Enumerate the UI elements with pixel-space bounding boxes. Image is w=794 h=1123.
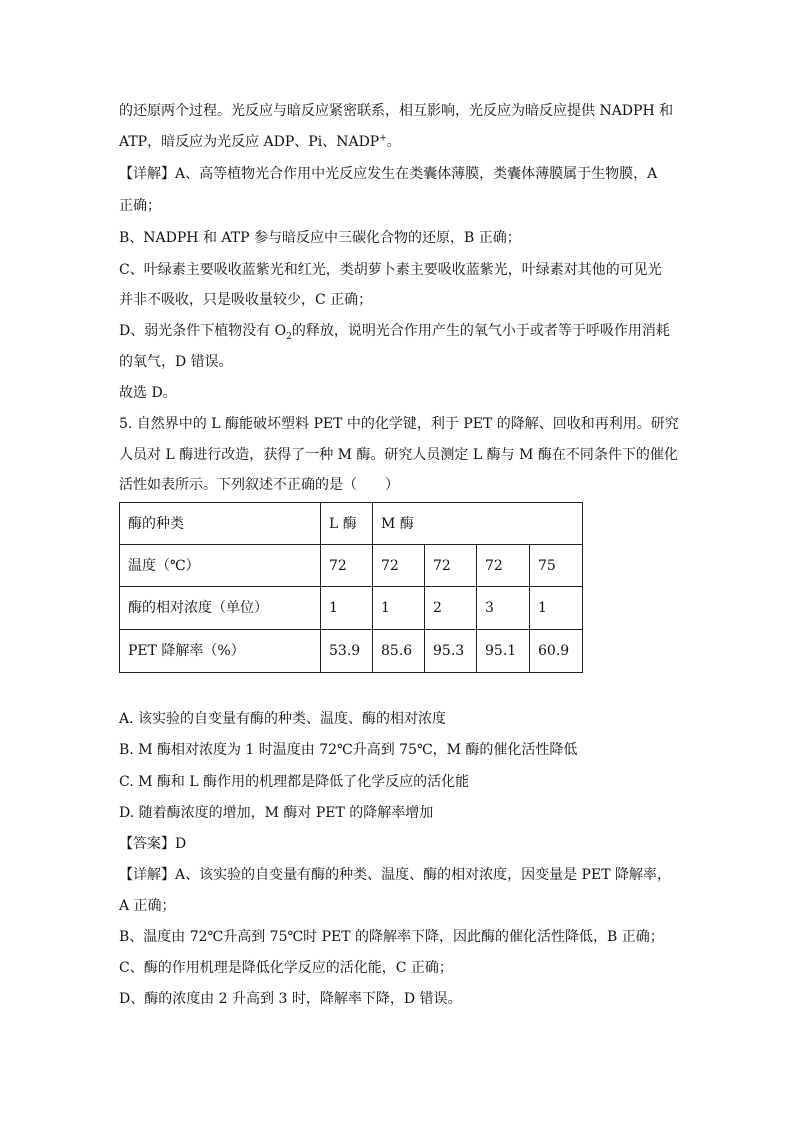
subscript-2: 2 [286,331,292,342]
detail4-d-line-1 [119,321,670,341]
question5-line-1: 5. 自然界中的 L 酶能破坏塑料 PET 中的化学键，利于 PET 的降解、回收和再利用。研究 [119,416,679,432]
table-header-cell: 酶的种类 [120,503,321,545]
table-header-cell: L 酶 [321,503,373,545]
intro-line-2-end: 。 [386,134,401,150]
intro-line-1: 的还原两个过程。光反应与暗反应紧密联系，相互影响，光反应为暗反应提供 NADPH 和 [119,103,674,119]
table-cell: 3 [477,587,530,630]
table-cell: 温度（℃） [120,545,321,587]
detail5-a-line-1: 【详解】A、该实验的自变量有酶的种类、温度、酶的相对浓度，因变量是 PET 降解率， [119,867,671,883]
table-cell: 2 [425,587,477,630]
table-cell: 85.6 [373,630,425,673]
table-cell: 95.1 [477,630,530,673]
intro-line-2 [119,132,401,152]
table-row [120,630,583,673]
detail4-d-pre: D、弱光条件下植物没有 O [119,323,287,339]
superscript-plus: + [379,133,387,144]
detail4-a-line-2: 正确； [119,198,161,214]
detail5-a-line-2: A 正确； [119,898,176,914]
table-cell: 72 [321,545,373,587]
detail5-b: B、温度由 72℃升高到 75℃时 PET 的降解率下降，因此酶的催化活性降低，B 正确； [119,929,664,945]
table-row [120,587,583,630]
table-cell: 酶的相对浓度（单位） [120,587,321,630]
option-b: B. M 酶相对浓度为 1 时温度由 72℃升高到 75℃，M 酶的催化活性降低 [119,742,578,758]
detail4-b: B、NADPH 和 ATP 参与暗反应中三碳化合物的还原，B 正确； [119,230,521,246]
table-cell: 1 [321,587,373,630]
question5-line-2: 人员对 L 酶进行改造，获得了一种 M 酶。研究人员测定 L 酶与 M 酶在不同条件下的催化 [119,447,678,463]
table-header-cell: M 酶 [373,503,583,545]
table-header-row [120,503,583,545]
table-cell: 60.9 [530,630,583,673]
option-d: D. 随着酶浓度的增加，M 酶对 PET 的降解率增加 [119,805,434,821]
detail4-d-line-2: 的氧气，D 错误。 [119,354,233,370]
table-cell: PET 降解率（%） [120,630,321,673]
table-cell: 72 [373,545,425,587]
detail5-d: D、酶的浓度由 2 升高到 3 时，降解率下降，D 错误。 [119,991,462,1007]
detail4-conclusion: 故选 D。 [119,385,177,401]
table-cell: 95.3 [425,630,477,673]
table-cell: 72 [477,545,530,587]
option-a: A. 该实验的自变量有酶的种类、温度、酶的相对浓度 [119,711,447,727]
question5-line-3: 活性如表所示。下列叙述不正确的是（ ） [119,477,399,493]
detail4-c-line-2: 并非不吸收，只是吸收量较少，C 正确； [119,292,373,308]
table-row [120,545,583,587]
detail4-a-line-1: 【详解】A、高等植物光合作用中光反应发生在类囊体薄膜，类囊体薄膜属于生物膜，A [119,166,658,182]
table-cell: 72 [425,545,477,587]
detail4-d-post: 的释放，说明光合作用产生的氧气小于或者等于呼吸作用消耗 [291,323,670,339]
detail5-c: C、酶的作用机理是降低化学反应的活化能，C 正确； [119,960,453,976]
option-c: C. M 酶和 L 酶作用的机理都是降低了化学反应的活化能 [119,774,470,790]
answer: 【答案】D [119,836,187,852]
enzyme-table [119,502,583,673]
table-cell: 1 [373,587,425,630]
table-cell: 75 [530,545,583,587]
table-cell: 1 [530,587,583,630]
intro-line-2-text: ATP，暗反应为光反应 ADP、Pi、NADP [119,134,380,150]
detail4-c-line-1: C、叶绿素主要吸收蓝紫光和红光，类胡萝卜素主要吸收蓝紫光，叶绿素对其他的可见光 [119,262,662,278]
table-cell: 53.9 [321,630,373,673]
